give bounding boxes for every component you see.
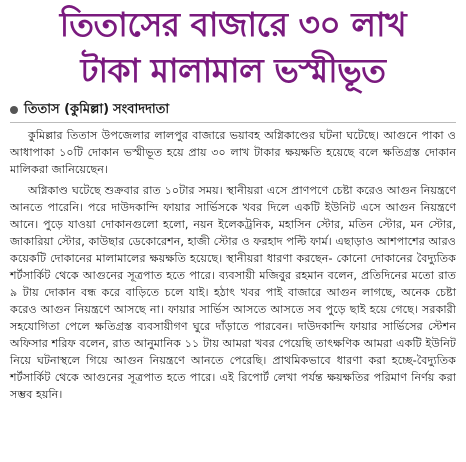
- headline: [10, 0, 456, 94]
- bullet-icon: [10, 106, 18, 114]
- headline-line-2: টাকা মালামাল ভস্মীভূত: [80, 51, 386, 90]
- article-body: [10, 127, 456, 403]
- reporter: সংবাদদাতা: [113, 101, 170, 117]
- headline-line-1: তিতাসের বাজারে ৩০ লাখ: [59, 5, 407, 44]
- dateline: তিতাস (কুমিল্লা): [24, 101, 110, 117]
- byline: [10, 100, 456, 120]
- paragraph-2: অগ্নিকাণ্ড ঘটেছে শুক্রবার রাত ১০টার সময়। স্থানীয়রা এসে প্রাণপণে চেষ্টা করেও আগুন নিয়ন্ত্রণে আনতে পারেনি। পরে দাউদকান্দি ফায়ার সার্ভিসকে খবর দিলে একটি ইউনিট এসে আগুন নিয়ন্ত্রণে আনে। পুড়ে যাওয়া দোকানগুলো হলো, নয়ন ইলেকট্রনিক, মহাসিন স্টোর, মতিন স্টোর, মন স্টোর, জাকারিয়া স্টোর, কাউছার ডেকোরেশন, হাজী স্টোর ও ফরহাদ পল্টি ফার্ম। এছাড়াও আশপাশের আরও কয়েকটি দোকানের মালামালের ক্ষয়ক্ষতি হয়েছে। স্থানীয়রা ধারণা করছেন- কোনো দোকানের বৈদ্যুতিক শর্টসার্কিট থেকে আগুনের সূত্রপাত হতে পারে। ব্যবসায়ী মজিবুর রহমান বলেন, প্রতিদিনের মতো রাত ৯ টায় দোকান বন্ধ করে বাড়িতে চলে যাই। হঠাৎ খবর পাই বাজারে আগুন লাগছে, অনেক চেষ্টা করেও আগুন নিয়ন্ত্রণে আসছে না। ফায়ার সার্ভিস আসতে আসতে সব পুড়ে ছাই হয়ে গেছে। সরকারী সহযোগিতা পেলে ক্ষতিগ্রস্ত ব্যবসায়ীগণ ঘুরে দাঁড়াতে পারবেন। দাউদকান্দি ফায়ার সার্ভিসের স্টেশন অফিসার শরিফ বলেন, রাত আনুমানিক ১১ টায় আমরা খবর পেয়েছি তাৎক্ষণিক আমরা একটি ইউনিট নিয়ে ঘটনাস্থলে গিয়ে আগুন নিয়ন্ত্রণে আনতে পেরেছি। প্রাথমিকভাবে ধারণা করা হচ্ছে-বৈদ্যুতিক শর্টসার্কিট থেকে আগুনের সূত্রপাত হতে পারে। এই রিপোর্ট লেখা পর্যন্ত ক্ষয়ক্ষতির পরিমাণ নির্ণয় করা সম্ভব হয়নি।: [10, 184, 456, 401]
- paragraph-1: কুমিল্লার তিতাস উপজেলার লালপুর বাজারে ভয়াবহ অগ্নিকাণ্ডের ঘটনা ঘটেছে। আগুনে পাকা ও আধাপাকা ১০টি দোকান ভস্মীভূত হয়ে প্রায় ৩০ লাখ টাকার ক্ষয়ক্ষতি হয়েছে বলে ক্ষতিগ্রস্ত দোকান মালিকরা জানিয়েছেন।: [10, 129, 456, 176]
- divider: [10, 122, 456, 123]
